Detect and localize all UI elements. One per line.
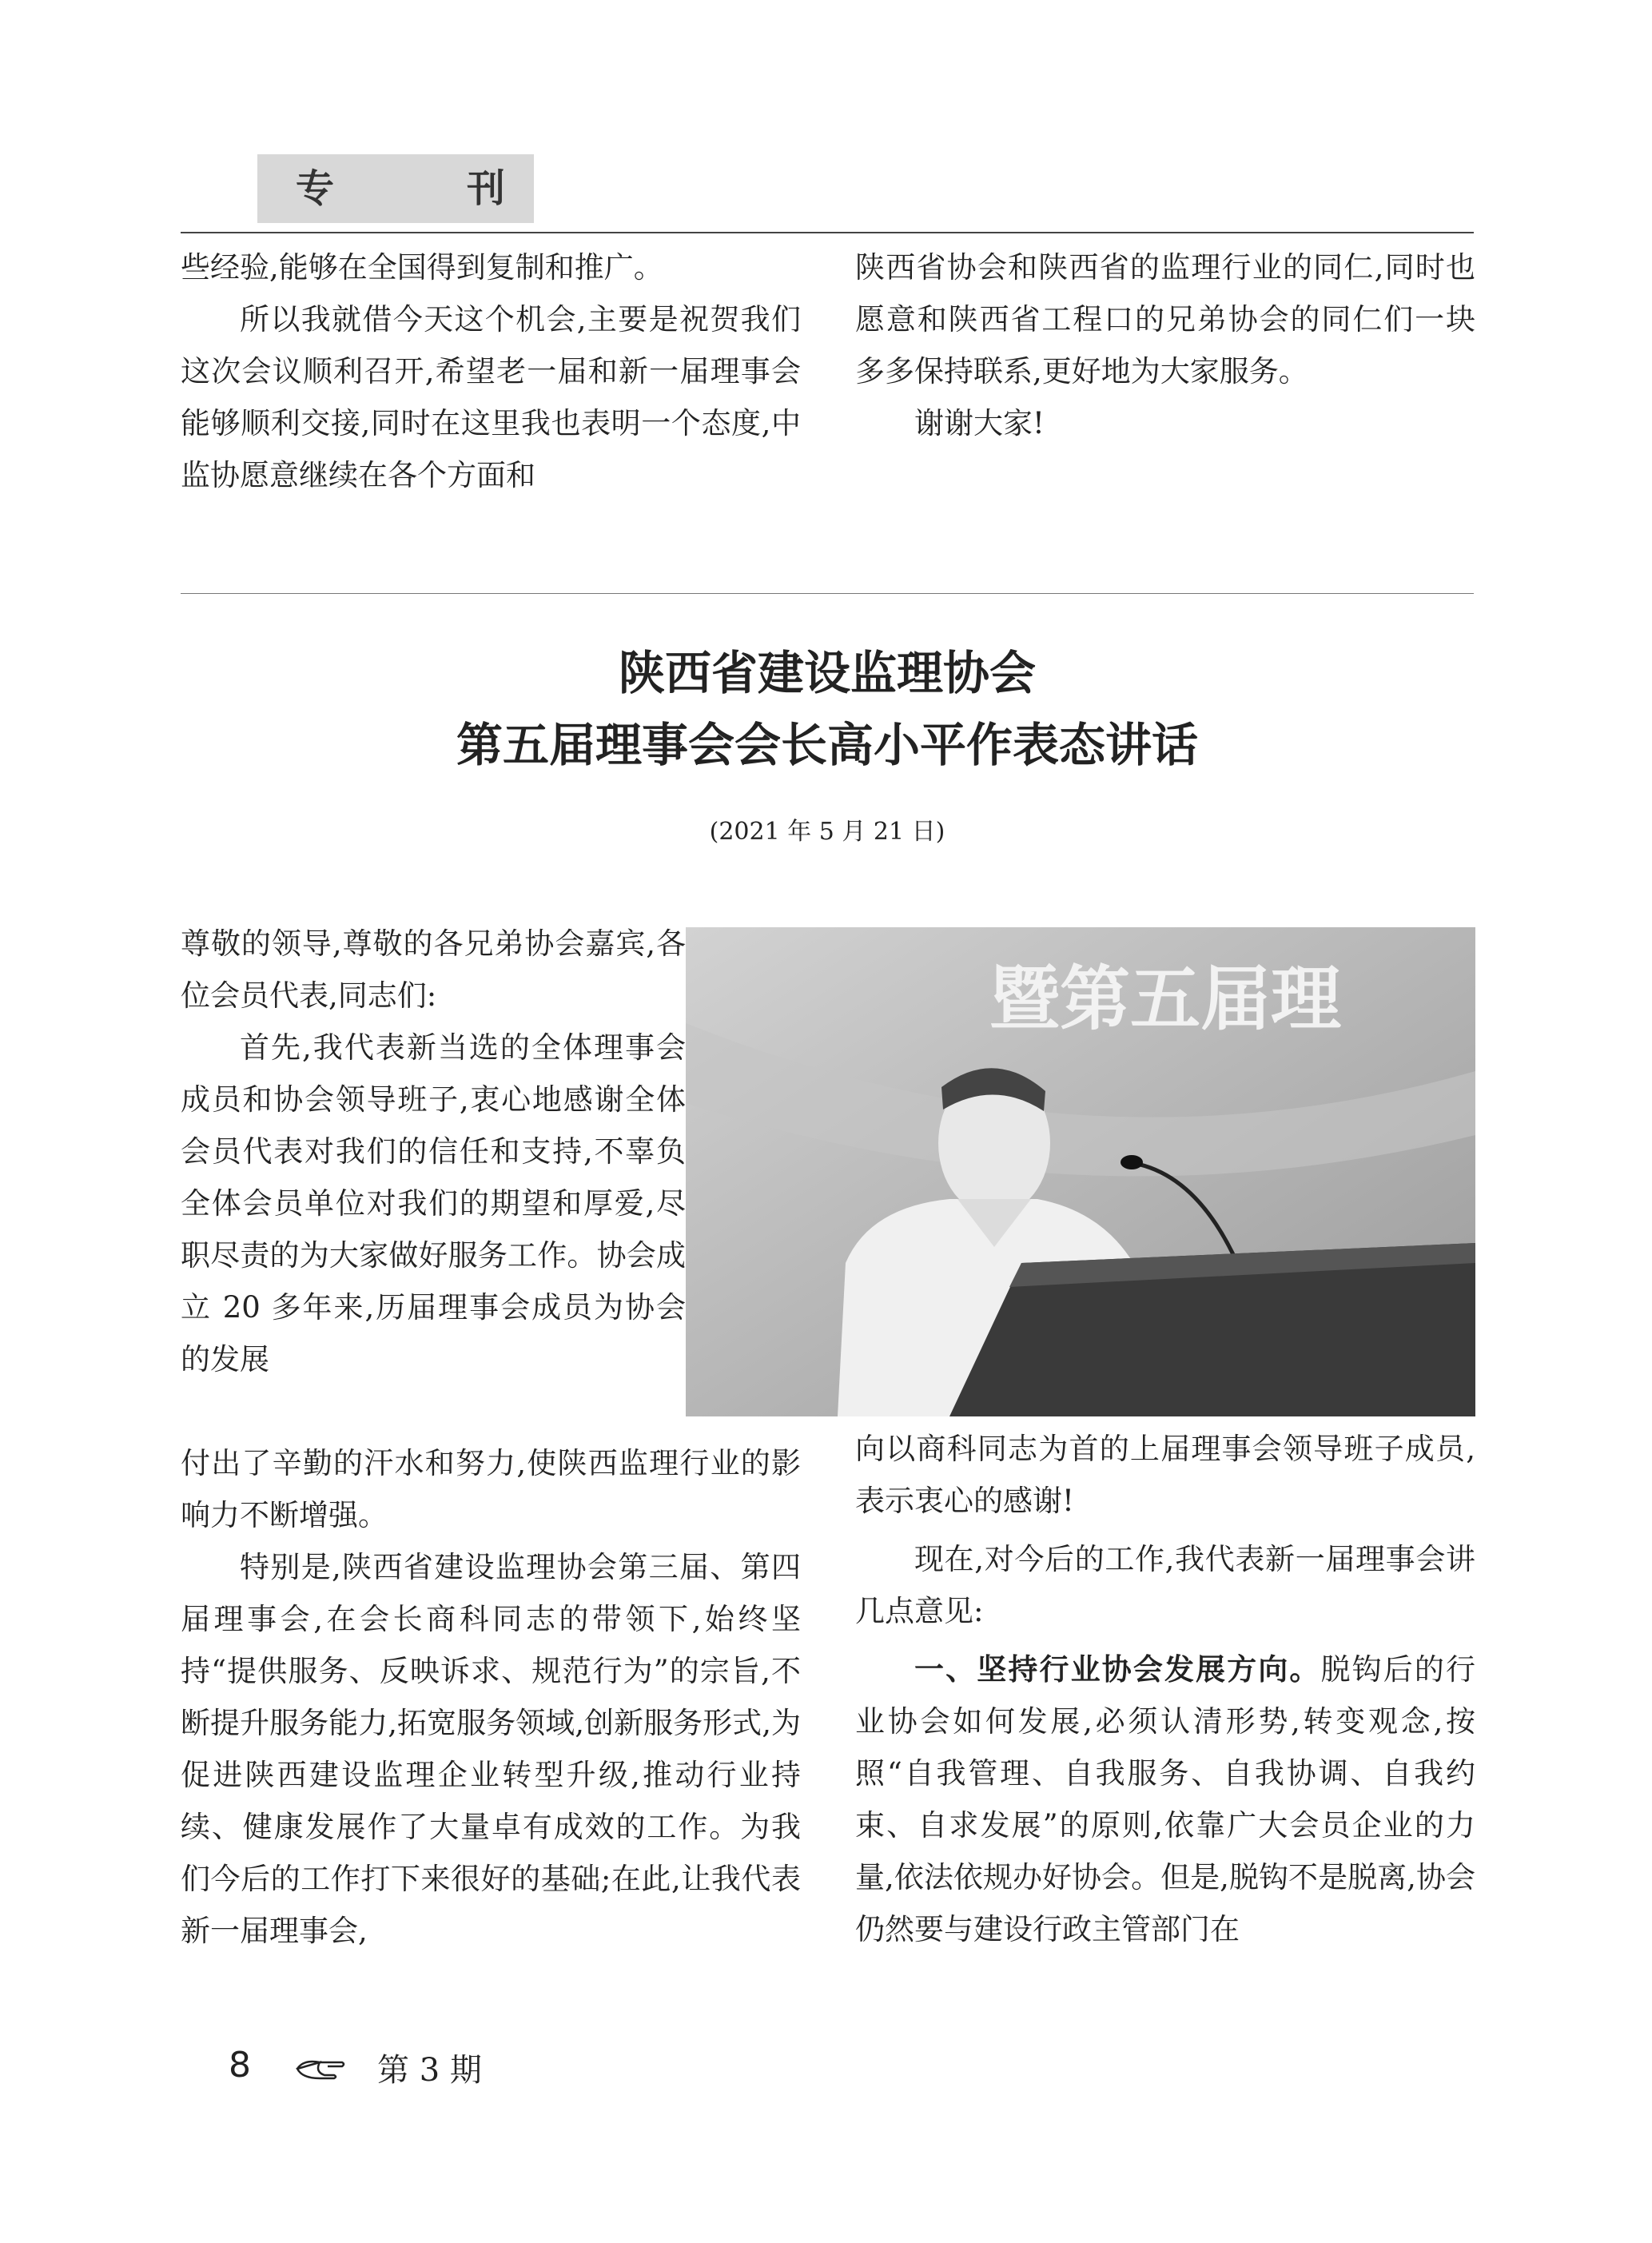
paragraph xyxy=(855,1643,1475,1955)
paragraph: 现在,对今后的工作,我代表新一届理事会讲几点意见: xyxy=(855,1542,1475,1628)
header-rule xyxy=(181,232,1474,233)
section-badge xyxy=(257,154,534,223)
paragraph: 尊敬的领导,尊敬的各兄弟协会嘉宾,各位会员代表,同志们: xyxy=(181,926,686,1013)
article-date: (2021 年 5 月 21 日) xyxy=(709,818,945,846)
article-title-line-2: 第五届理事会会长高小平作表态讲话 xyxy=(456,718,1198,772)
speaker-photo xyxy=(686,927,1475,1416)
paragraph: 特别是,陕西省建设监理协会第三届、第四届理事会,在会长商科同志的带领下,始终坚持“提供服务、反映诉求、规范行为”的宗旨,不断提升服务能力,拓宽服务领域,创新服务形式,为促进陕西建设监理企业转型升级,推动行业持续、健康发展作了大量卓有成效的工作。为我们今后的工作打下来很好的基础;在此,让我代表新一届理事会, xyxy=(181,1550,801,1948)
hand-pointer-icon xyxy=(296,2056,347,2085)
section-divider xyxy=(181,593,1474,594)
prev-article-left-column xyxy=(181,241,801,501)
paragraph: 付出了辛勤的汗水和努力,使陕西监理行业的影响力不断增强。 xyxy=(181,1446,801,1532)
issue-number: 第 3 期 xyxy=(377,2052,482,2089)
paragraph: 些经验,能够在全国得到复制和推广。 xyxy=(181,250,663,285)
prev-article-right-column xyxy=(855,241,1475,449)
article-right-bottom-column xyxy=(855,1423,1475,1955)
paragraph: 陕西省协会和陕西省的监理行业的同仁,同时也愿意和陕西省工程口的兄弟协会的同仁们一块多多保持联系,更好地为大家服务。 xyxy=(855,250,1475,388)
paragraph: 所以我就借今天这个机会,主要是祝贺我们这次会议顺利召开,希望老一届和新一届理事会能够顺利交接,同时在这里我也表明一个态度,中监协愿意继续在各个方面和 xyxy=(181,302,801,492)
paragraph: 首先,我代表新当选的全体理事会成员和协会领导班子,衷心地感谢全体会员代表对我们的信任和支持,不辜负全体会员单位对我们的期望和厚爱,尽职尽责的为大家做好服务工作。协会成立 20 多年来,历届理事会成员为协会的发展 xyxy=(181,1030,686,1376)
section-label-1: 专 xyxy=(296,166,335,211)
article-left-top-column xyxy=(181,918,686,1385)
page-number: 8 xyxy=(229,2045,251,2086)
speaker-photo-drawing xyxy=(686,927,1475,1416)
article-title-line-1: 陕西省建设监理协会 xyxy=(618,646,1036,700)
article-left-bottom-column xyxy=(181,1437,801,1957)
paragraph: 谢谢大家! xyxy=(914,406,1045,440)
section-heading: 一、坚持行业协会发展方向。 xyxy=(914,1652,1321,1687)
paragraph-text: 脱钩后的行业协会如何发展,必须认清形势,转变观念,按照“自我管理、自我服务、自我协调、自我约束、自求发展”的原则,依靠广大会员企业的力量,依法依规办好协会。但是,脱钩不是脱离,协会仍然要与建设行政主管部门在 xyxy=(855,1652,1476,1946)
banner-text: 暨第五届理 xyxy=(989,958,1342,1040)
paragraph: 向以商科同志为首的上届理事会领导班子成员,表示衷心的感谢! xyxy=(855,1432,1475,1518)
section-label-2: 刊 xyxy=(467,166,506,211)
